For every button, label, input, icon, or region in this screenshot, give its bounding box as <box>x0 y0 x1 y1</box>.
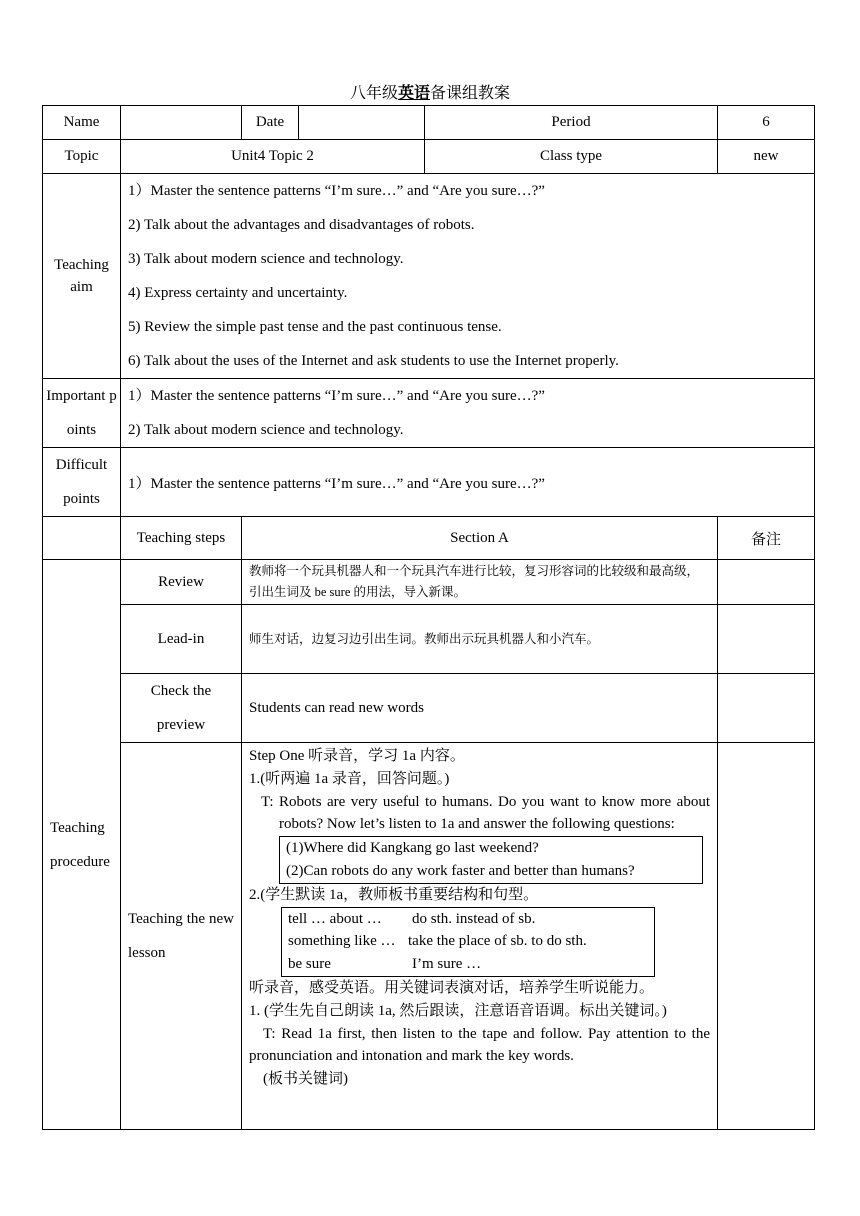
lead-in-text: 师生对话，边复习边引出生词。教师出示玩具机器人和小汽车。 <box>242 605 718 674</box>
notes-label: 备注 <box>718 517 815 560</box>
question: (2)Can robots do any work faster and better than humans? <box>286 862 635 879</box>
difficult-points-content: 1）Master the sentence patterns “I’m sure…” and “Are you sure…?” <box>121 448 815 517</box>
teacher-prompt: T: Robots are very useful to humans. Do you want to know more about robots? Now let’s listen to 1a and answer the following questions: <box>261 793 710 833</box>
structure-item: I’m sure … <box>412 956 482 973</box>
review-notes <box>718 560 815 605</box>
blank-cell <box>43 517 121 560</box>
teaching-procedure-label: Teaching procedure <box>43 560 121 1130</box>
aim-item: 4) Express certainty and uncertainty. <box>128 285 348 301</box>
important-item: 2) Talk about modern science and technology. <box>128 422 404 438</box>
teaching-aim-row <box>43 174 815 379</box>
steps-header-row <box>43 517 815 560</box>
step-one: Step One 听录音，学习 1a 内容。 <box>249 748 465 764</box>
aim-item: 3) Talk about modern science and technology. <box>128 251 404 267</box>
structures-box <box>281 907 655 977</box>
period-label: Period <box>425 106 718 140</box>
class-type-value: new <box>718 140 815 174</box>
teaching-aim-label: Teaching aim <box>43 174 121 379</box>
topic-value: Unit4 Topic 2 <box>121 140 425 174</box>
lead-in-notes <box>718 605 815 674</box>
lead-in-row <box>43 605 815 674</box>
teaching-aim-content <box>121 174 815 379</box>
lead-in-label: Lead-in <box>121 605 242 674</box>
name-value <box>121 106 242 140</box>
check-preview-row <box>43 674 815 743</box>
new-lesson-notes <box>718 743 815 1130</box>
new-lesson-row <box>43 743 815 1130</box>
topic-label: Topic <box>43 140 121 174</box>
section-label: Section A <box>242 517 718 560</box>
date-label: Date <box>242 106 299 140</box>
lesson-item-1: 1.(听两遍 1a 录音，回答问题。) <box>249 770 450 787</box>
important-points-content <box>121 379 815 448</box>
review-label: Review <box>121 560 242 605</box>
name-label: Name <box>43 106 121 140</box>
important-points-label: Important points <box>43 379 121 448</box>
check-preview-notes <box>718 674 815 743</box>
lesson-plan-table <box>42 105 815 1130</box>
lesson-item-2: 2.(学生默读 1a，教师板书重要结构和句型。 <box>249 886 539 903</box>
teaching-steps-label: Teaching steps <box>121 517 242 560</box>
board-note: (板书关键词) <box>263 1071 348 1088</box>
page-title: 八年级英语备课组教案 <box>349 85 511 102</box>
check-preview-text: Students can read new words <box>242 674 718 743</box>
aim-item: 1）Master the sentence patterns “I’m sure…” and “Are you sure…?” <box>128 183 545 199</box>
new-lesson-content <box>242 743 718 1130</box>
aim-item: 6) Talk about the uses of the Internet and ask students to use the Internet properly. <box>128 353 619 369</box>
difficult-points-label: Difficult points <box>43 448 121 517</box>
structure-item: something like … <box>288 933 396 950</box>
structure-row <box>288 953 648 976</box>
review-row <box>43 560 815 605</box>
teacher-prompt-2: T: Read 1a first, then listen to the tape and follow. Pay attention to the pronunciation and intonation and mark the key words. <box>249 1025 710 1065</box>
header-row-1 <box>43 106 815 140</box>
new-lesson-label: Teaching the new lesson <box>121 743 242 1130</box>
listen-line: 听录音，感受英语。用关键词表演对话，培养学生听说能力。 <box>249 979 655 996</box>
class-type-label: Class type <box>425 140 718 174</box>
structure-item: do sth. instead of sb. <box>412 910 536 927</box>
review-text: 教师将一个玩具机器人和一个玩具汽车进行比较，复习形容词的比较级和最高级，引出生词及 be sure 的用法，导入新课。 <box>242 560 718 605</box>
structure-row <box>288 908 648 931</box>
important-item: 1）Master the sentence patterns “I’m sure…” and “Are you sure…?” <box>128 388 545 404</box>
aim-item: 2) Talk about the advantages and disadvantages of robots. <box>128 217 475 233</box>
structure-item: tell … about … <box>288 910 382 927</box>
structure-item: be sure <box>288 956 331 973</box>
question: (1)Where did Kangkang go last weekend? <box>286 840 539 857</box>
aim-item: 5) Review the simple past tense and the past continuous tense. <box>128 319 502 335</box>
date-value <box>299 106 425 140</box>
important-points-row <box>43 379 815 448</box>
header-row-2 <box>43 140 815 174</box>
period-value: 6 <box>718 106 815 140</box>
structure-row <box>288 930 648 953</box>
check-preview-label: Check the preview <box>121 674 242 743</box>
structure-item: take the place of sb. to do sth. <box>408 933 587 950</box>
lesson-item-3: 1. (学生先自己朗读 1a, 然后跟读，注意语音语调。标出关键词。) <box>249 1002 667 1019</box>
questions-box <box>279 836 703 884</box>
difficult-points-row <box>43 448 815 517</box>
